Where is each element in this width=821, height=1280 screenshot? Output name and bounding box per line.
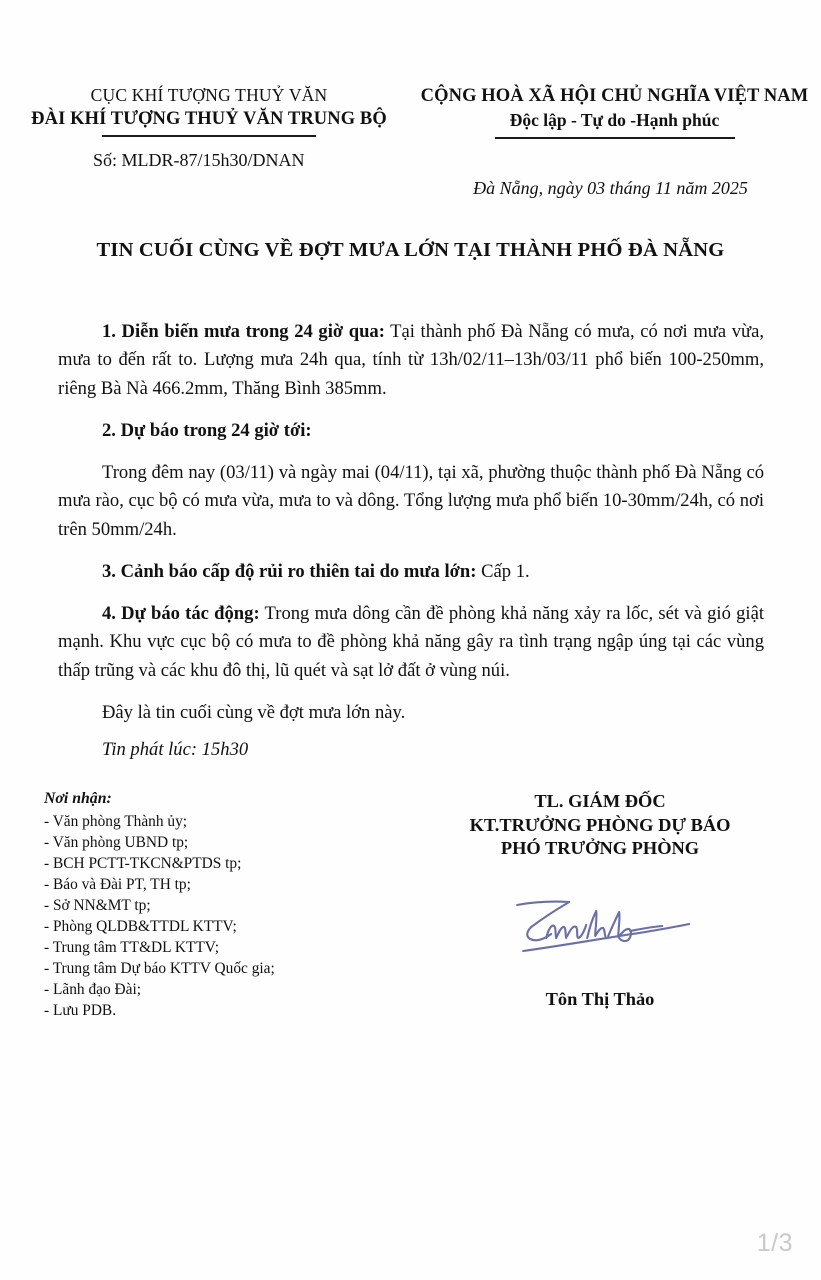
- section-2-heading: 2. Dự báo trong 24 giờ tới:: [102, 419, 312, 441]
- section-4-text: Trong mưa dông cần đề phòng khả năng xảy ra lốc, sét và gió giật mạnh. Khu vực cục bộ có mưa to đề phòng khả năng gây ra tình trạng ngập úng tại các vùng thấp trũng và các khu đô thị, lũ quét và sạt lở đất ở vùng núi.: [58, 603, 764, 681]
- signer-name: Tôn Thị Thảo: [545, 988, 655, 1009]
- recipients-list: [44, 811, 374, 1022]
- document-header: [0, 84, 821, 139]
- section-4-heading: 4. Dự báo tác động:: [102, 603, 260, 624]
- page-indicator: 1/3: [756, 1229, 793, 1257]
- list-item: - Báo và Đài PT, TH tp;: [44, 875, 191, 893]
- handwritten-signature: [420, 889, 780, 985]
- list-item: - Văn phòng Thành ủy;: [44, 812, 188, 830]
- section-1-heading: 1. Diễn biến mưa trong 24 giờ qua:: [102, 321, 385, 342]
- list-item: - Lãnh đạo Đài;: [44, 981, 142, 999]
- place-and-date: Đà Nẵng, ngày 03 tháng 11 năm 2025: [473, 178, 748, 198]
- signer-role-line-1: TL. GIÁM ĐỐC: [534, 791, 666, 811]
- section-4-paragraph: [58, 600, 764, 685]
- issuing-organization-block: [0, 84, 408, 137]
- section-2-text: Trong đêm nay (03/11) và ngày mai (04/11), tại xã, phường thuộc thành phố Đà Nẵng có mưa rào, cục bộ có mưa vừa, mưa to và dông. Tổng lượng mưa phổ biến 10-30mm/24h, có nơi trên 50mm/24h.: [58, 462, 764, 540]
- section-3-heading: 3. Cảnh báo cấp độ rủi ro thiên tai do mưa lớn:: [102, 560, 477, 582]
- section-1-text: Tại thành phố Đà Nẵng có mưa, có nơi mưa vừa, mưa to đến rất to. Lượng mưa 24h qua, tính từ 13h/02/11–13h/03/11 phổ biến 100-250mm, riêng Bà Nà 466.2mm, Thăng Bình 385mm.: [58, 321, 764, 399]
- list-item: - BCH PCTT-TKCN&PTDS tp;: [44, 854, 242, 872]
- issuing-organization-name: ĐÀI KHÍ TƯỢNG THUỶ VĂN TRUNG BỘ: [31, 109, 387, 130]
- header-divider-right: [495, 137, 735, 139]
- header-divider-left: [102, 135, 316, 137]
- list-item: - Trung tâm TT&DL KTTV;: [44, 939, 219, 957]
- issued-time: Tin phát lúc: 15h30: [102, 739, 249, 760]
- closing-paragraph: Đây là tin cuối cùng về đợt mưa lớn này.: [102, 701, 406, 723]
- page-title: TIN CUỐI CÙNG VỀ ĐỢT MƯA LỚN TẠI THÀNH PHỐ ĐÀ NẴNG: [96, 239, 725, 261]
- signature-block: [420, 790, 780, 1010]
- national-motto: Độc lập - Tự do -Hạnh phúc: [509, 110, 720, 131]
- section-3-paragraph: [58, 558, 764, 586]
- list-item: - Trung tâm Dự báo KTTV Quốc gia;: [44, 960, 275, 978]
- list-item: - Lưu PDB.: [44, 1002, 117, 1020]
- document-body: [58, 318, 764, 761]
- country-name: CỘNG HOÀ XÃ HỘI CHỦ NGHĨA VIỆT NAM: [420, 86, 809, 106]
- section-3-text: Cấp 1.: [476, 560, 530, 582]
- recipients-heading: Nơi nhận:: [44, 790, 112, 807]
- signature-icon: [499, 889, 709, 975]
- section-2-paragraph: [58, 459, 764, 544]
- document-number: Số: MLDR-87/15h30/DNAN: [93, 150, 305, 170]
- national-heading-block: [408, 84, 821, 139]
- list-item: - Phòng QLDB&TTDL KTTV;: [44, 918, 237, 936]
- list-item: - Văn phòng UBND tp;: [44, 833, 189, 851]
- section-1-paragraph: [58, 318, 764, 403]
- signer-role-line-3: PHÓ TRƯỞNG PHÒNG: [500, 838, 700, 859]
- section-2-heading-paragraph: [58, 417, 764, 445]
- parent-organization-name: CỤC KHÍ TƯỢNG THUỶ VĂN: [90, 85, 328, 105]
- list-item: - Sở NN&MT tp;: [44, 897, 151, 915]
- recipients-block: [44, 788, 374, 1022]
- signer-role-line-2: KT.TRƯỞNG PHÒNG DỰ BÁO: [469, 814, 731, 835]
